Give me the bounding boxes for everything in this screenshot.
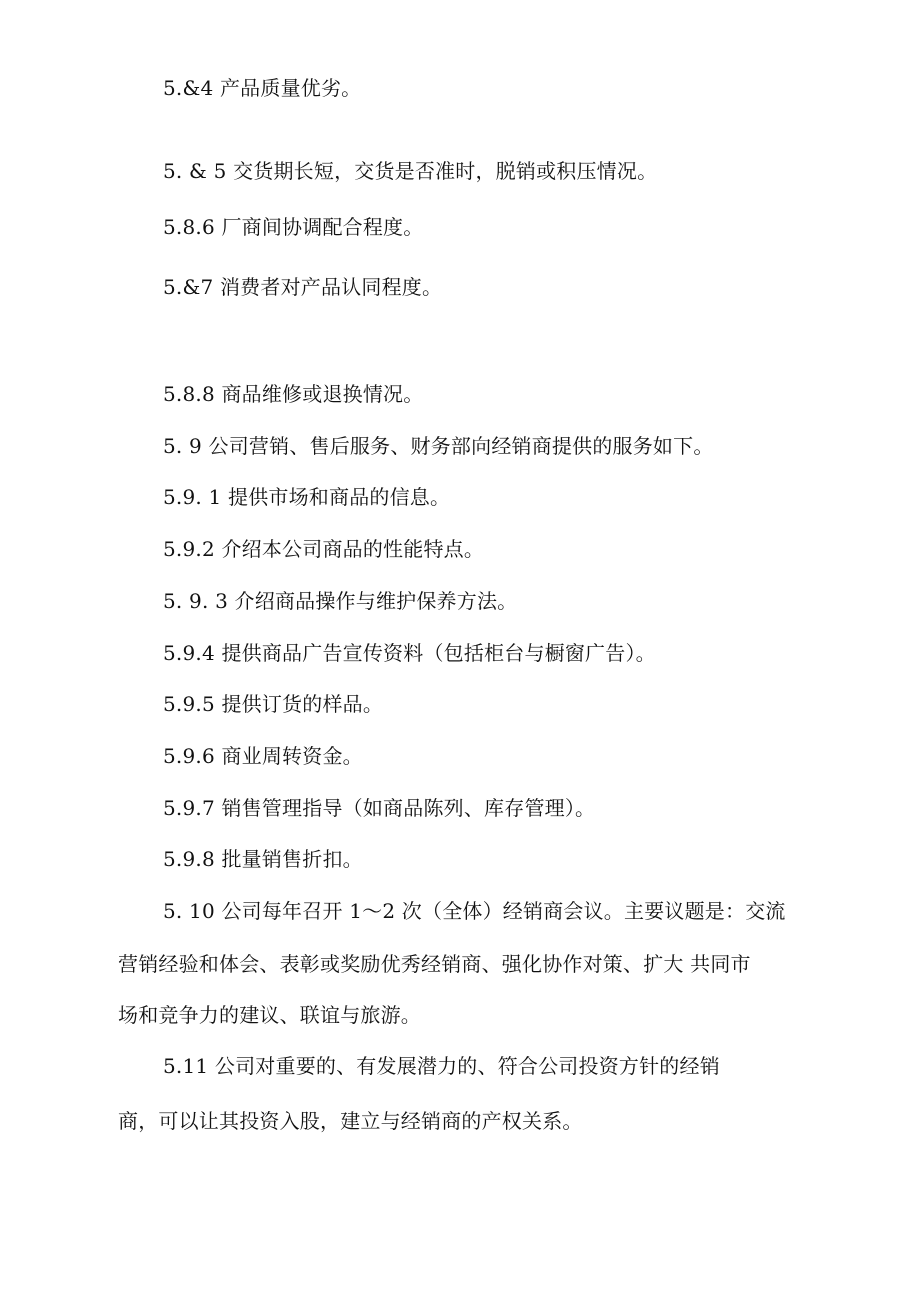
item-5-8-7: 5.&7 消费者对产品认同程度。 — [163, 275, 443, 299]
item-5-9-8: 5.9.8 批量销售折扣。 — [163, 847, 363, 871]
item-5-9-7: 5.9.7 销售管理指导（如商品陈列、库存管理）。 — [163, 796, 596, 820]
item-5-11-line-2: 商，可以让其投资入股，建立与经销商的产权关系。 — [118, 1109, 583, 1133]
item-5-9-4: 5.9.4 提供商品广告宣传资料（包括柜台与橱窗广告）。 — [163, 641, 656, 665]
item-5-9-2: 5.9.2 介绍本公司商品的性能特点。 — [163, 537, 485, 561]
item-5-8-8: 5.8.8 商品维修或退换情况。 — [163, 382, 424, 406]
item-5-9-3: 5. 9. 3 介绍商品操作与维护保养方法。 — [163, 589, 518, 613]
item-5-8-6: 5.8.6 厂商间协调配合程度。 — [163, 215, 424, 239]
item-5-8-5: 5. & 5 交货期长短，交货是否准时，脱销或积压情况。 — [163, 159, 658, 183]
item-5-11-line-1: 5.11 公司对重要的、有发展潜力的、符合公司投资方针的经销 — [163, 1054, 720, 1078]
item-5-10-line-3: 场和竞争力的建议、联谊与旅游。 — [118, 1003, 421, 1027]
item-5-9-1: 5.9. 1 提供市场和商品的信息。 — [163, 485, 451, 509]
item-5-9-6: 5.9.6 商业周转资金。 — [163, 744, 363, 768]
item-5-9: 5. 9 公司营销、售后服务、财务部向经销商提供的服务如下。 — [163, 434, 714, 458]
item-5-10-line-2: 营销经验和体会、表彰或奖励优秀经销商、强化协作对策、扩大 共同市 — [118, 952, 751, 976]
item-5-10-line-1: 5. 10 公司每年召开 1～2 次（全体）经销商会议。主要议题是：交流 — [163, 899, 786, 923]
item-5-9-5: 5.9.5 提供订货的样品。 — [163, 692, 384, 716]
item-5-8-4: 5.&4 产品质量优劣。 — [163, 76, 362, 100]
